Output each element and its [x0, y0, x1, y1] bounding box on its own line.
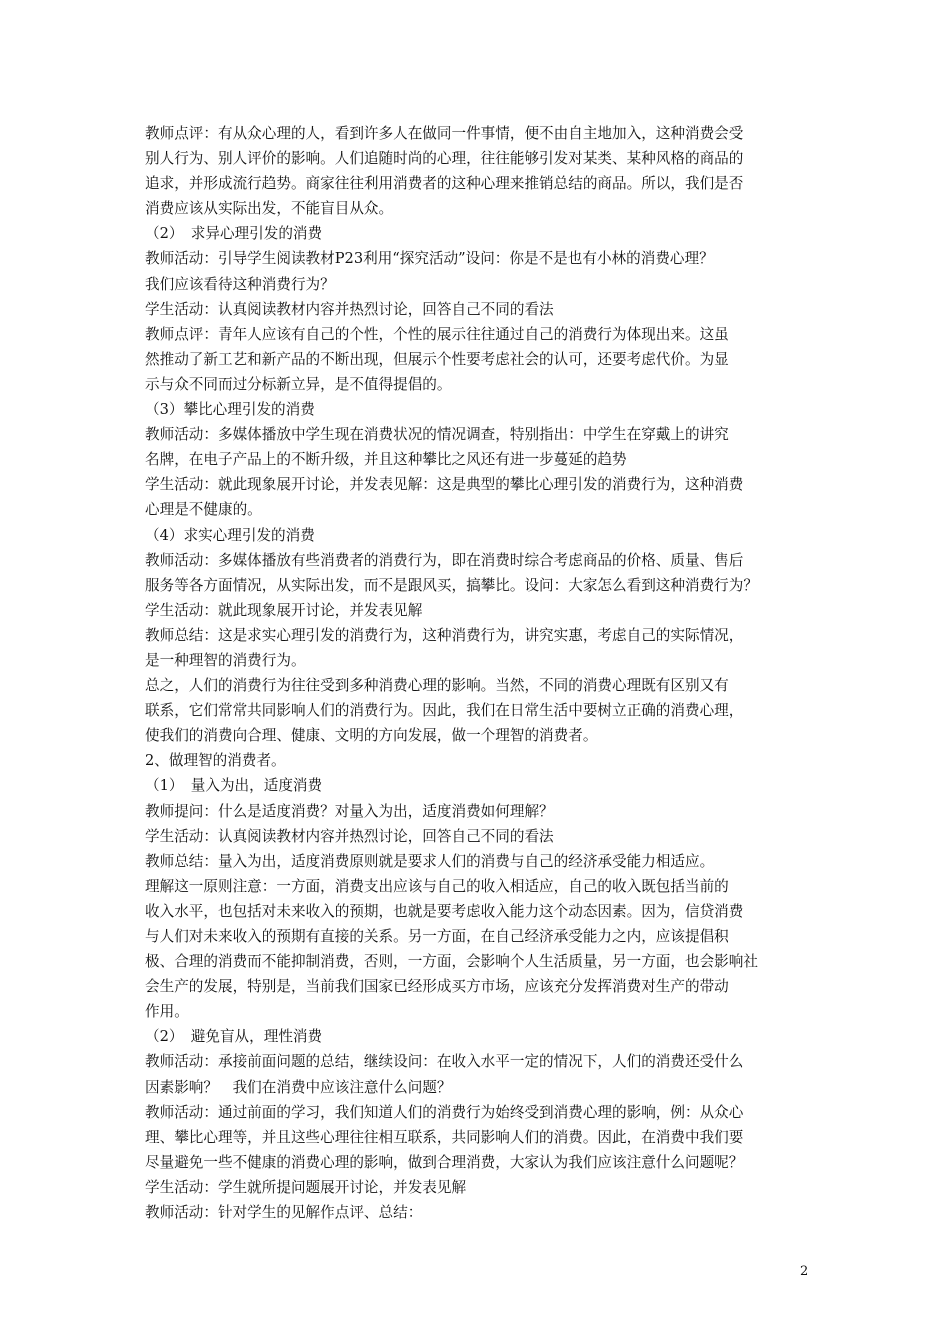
- page-number: 2: [800, 1264, 809, 1279]
- text-line: （2） 避免盲从，理性消费: [145, 1028, 323, 1046]
- text-line: （3）攀比心理引发的消费: [145, 401, 315, 419]
- text-line: 教师总结：量入为出，适度消费原则就是要求人们的消费与自己的经济承受能力相适应。: [145, 852, 715, 870]
- text-line: 我们应该看待这种消费行为？: [145, 275, 335, 293]
- text-line: （2） 求异心理引发的消费: [145, 225, 323, 243]
- document-body: [145, 121, 810, 1225]
- text-line: 尽量避免一些不健康的消费心理的影响，做到合理消费，大家认为我们应该注意什么问题呢？: [145, 1153, 744, 1171]
- text-line: 教师提问：什么是适度消费？对量入为出，适度消费如何理解？: [145, 802, 554, 820]
- text-line: 名牌，在电子产品上的不断升级，并且这种攀比之风还有进一步蔓延的趋势: [145, 451, 627, 469]
- text-line: 学生活动：就此现象展开讨论，并发表见解：这是典型的攀比心理引发的消费行为，这种消费: [145, 476, 744, 494]
- text-line: 总之，人们的消费行为往往受到多种消费心理的影响。当然，不同的消费心理既有区别又有: [145, 677, 729, 695]
- text-line: 收入水平，也包括对未来收入的预期，也就是要考虑收入能力这个动态因素。因为，信贷消费: [145, 902, 744, 920]
- text-line: 服务等各方面情况，从实际出发，而不是跟风买，搞攀比。设问：大家怎么看到这种消费行为？: [145, 576, 758, 594]
- text-line: 教师活动：通过前面的学习，我们知道人们的消费行为始终受到消费心理的影响，例：从众心: [145, 1103, 744, 1121]
- text-line: 理解这一原则注意：一方面，消费支出应该与自己的收入相适应，自己的收入既包括当前的: [145, 877, 729, 895]
- text-line: 学生活动：学生就所提问题展开讨论，并发表见解: [145, 1178, 467, 1196]
- text-line: 教师总结：这是求实心理引发的消费行为，这种消费行为，讲究实惠，考虑自己的实际情况，: [145, 626, 744, 644]
- text-line: 消费应该从实际出发，不能盲目从众。: [145, 200, 394, 218]
- text-line: 会生产的发展，特别是，当前我们国家已经形成买方市场，应该充分发挥消费对生产的带动: [145, 978, 729, 996]
- text-line: 学生活动：认真阅读教材内容并热烈讨论，回答自己不同的看法: [145, 827, 554, 845]
- text-line: 联系，它们常常共同影响人们的消费行为。因此，我们在日常生活中要树立正确的消费心理，: [145, 702, 744, 720]
- text-line: 学生活动：认真阅读教材内容并热烈讨论，回答自己不同的看法: [145, 300, 554, 318]
- text-line: 极、合理的消费而不能抑制消费，否则，一方面，会影响个人生活质量，另一方面，也会影响社: [145, 953, 758, 971]
- text-line: 教师活动：引导学生阅读教材P23利用“探究活动”设问：你是不是也有小林的消费心理？: [145, 250, 714, 268]
- text-line: 教师点评：青年人应该有自己的个性，个性的展示往往通过自己的消费行为体现出来。这虽: [145, 325, 729, 343]
- text-line: 是一种理智的消费行为。: [145, 651, 306, 669]
- text-line: （1） 量入为出，适度消费: [145, 777, 323, 795]
- text-line: 教师活动：多媒体播放有些消费者的消费行为，即在消费时综合考虑商品的价格、质量、售后: [145, 551, 744, 569]
- text-line: 别人行为、别人评价的影响。人们追随时尚的心理，往往能够引发对某类、某种风格的商品的: [145, 150, 744, 168]
- text-line: 因素影响？ 我们在消费中应该注意什么问题？: [145, 1078, 452, 1096]
- text-line: 作用。: [145, 1003, 189, 1021]
- text-line: 与人们对未来收入的预期有直接的关系。另一方面，在自己经济承受能力之内，应该提倡积: [145, 928, 729, 945]
- text-line: 教师活动：承接前面问题的总结，继续设问：在收入水平一定的情况下，人们的消费还受什么: [145, 1053, 744, 1071]
- text-line: 追求，并形成流行趋势。商家往往利用消费者的这种心理来推销总结的商品。所以，我们是否: [145, 175, 744, 193]
- text-line: 教师活动：多媒体播放中学生现在消费状况的情况调查，特别指出：中学生在穿戴上的讲究: [145, 426, 729, 444]
- text-line: 示与众不同而过分标新立异，是不值得提倡的。: [145, 375, 452, 393]
- text-line: 理、攀比心理等，并且这些心理往往相互联系，共同影响人们的消费。因此，在消费中我们要: [145, 1128, 744, 1146]
- text-line: 教师活动：针对学生的见解作点评、总结：: [145, 1204, 423, 1222]
- text-line: 教师点评：有从众心理的人，看到许多人在做同一件事情，便不由自主地加入，这种消费会受: [145, 125, 744, 142]
- text-line: 心理是不健康的。: [145, 501, 262, 519]
- text-line: 2、做理智的消费者。: [145, 752, 286, 770]
- text-line: 学生活动：就此现象展开讨论，并发表见解: [145, 601, 423, 619]
- text-line: 使我们的消费向合理、健康、文明的方向发展，做一个理智的消费者。: [145, 727, 598, 745]
- text-line: （4）求实心理引发的消费: [145, 526, 315, 544]
- text-line: 然推动了新工艺和新产品的不断出现，但展示个性要考虑社会的认可，还要考虑代价。为显: [145, 350, 729, 368]
